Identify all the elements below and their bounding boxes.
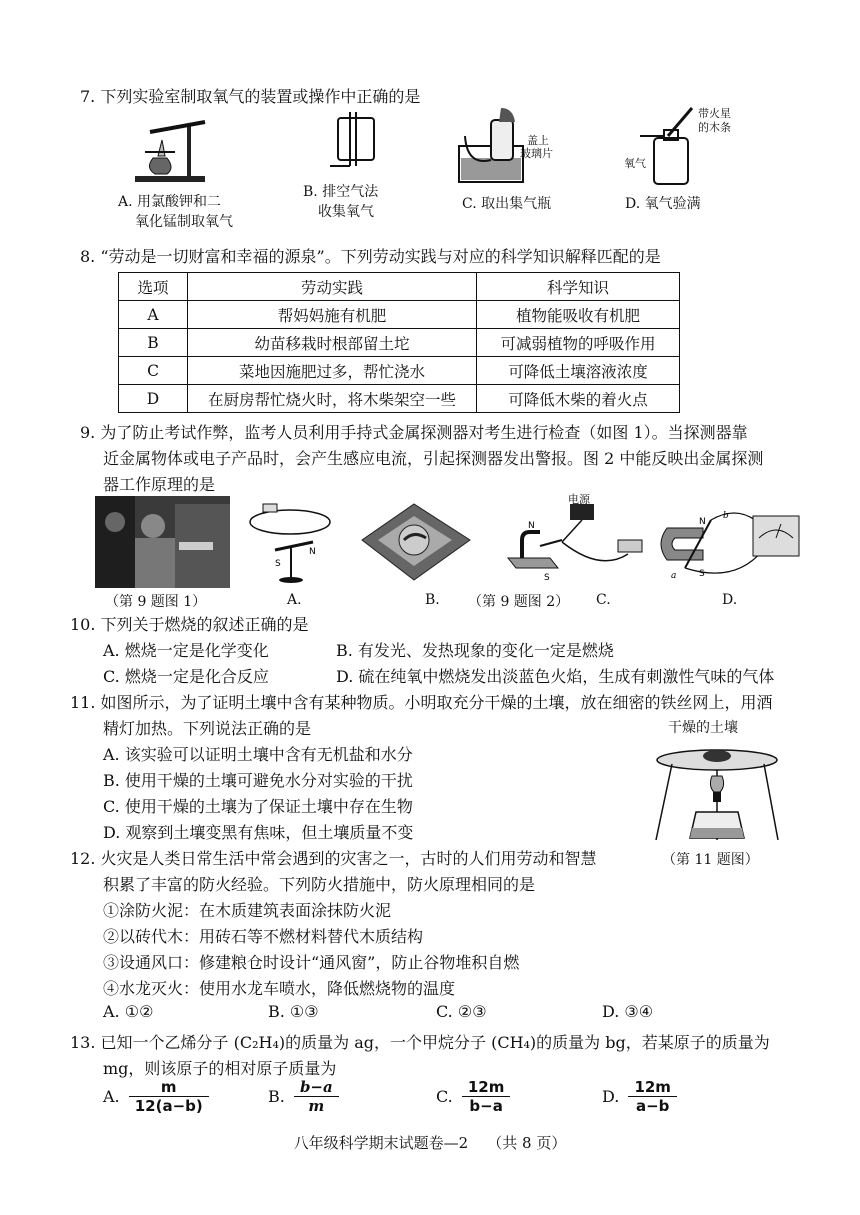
q13-option-c	[436, 1078, 510, 1115]
q12-stem-2: 积累了丰富的防火经验。下列防火措施中，防火原理相同的是	[103, 875, 536, 894]
q9-fig-d	[655, 498, 805, 588]
fraction	[462, 1078, 511, 1115]
q9-fig-c	[500, 496, 650, 586]
table-cell: D	[119, 385, 188, 413]
q12-b: B. ①③	[268, 1002, 319, 1021]
q11-fig-caption: （第 11 题图）	[662, 852, 759, 868]
q13-stem-1: 13. 已知一个乙烯分子 (C₂H₄)的质量为 ag，一个甲烷分子 (CH₄)的质量为 bg，若某原子的质量为	[70, 1033, 770, 1052]
option-label: A.	[103, 1087, 120, 1106]
q10-c: C. 燃烧一定是化合反应	[103, 667, 269, 686]
q9-fig-a	[245, 498, 335, 588]
svg-text:S: S	[699, 569, 705, 579]
q12-item-2: ②以砖代木：用砖石等不燃材料替代木质结构	[103, 927, 424, 946]
denominator: m	[308, 1097, 325, 1115]
q10-stem: 10. 下列关于燃烧的叙述正确的是	[70, 615, 309, 634]
q13-option-a	[103, 1078, 209, 1115]
q12-a: A. ①②	[103, 1002, 154, 1021]
q7-fig-b-caption-2: 收集氧气	[318, 204, 374, 220]
column-header: 劳动实践	[188, 273, 477, 301]
q11-d: D. 观察到土壤变黑有焦味，但土壤质量不变	[103, 823, 414, 842]
q11-stem-2: 精灯加热。下列说法正确的是	[103, 719, 312, 738]
table-row	[119, 385, 680, 413]
svg-text:S: S	[275, 559, 281, 569]
option-label: C.	[436, 1087, 453, 1106]
table-cell: 可减弱植物的呼吸作用	[477, 329, 680, 357]
table-cell: 帮妈妈施有机肥	[188, 301, 477, 329]
q12-stem-1: 12. 火灾是人类日常生活中常会遇到的灾害之一，古时的人们用劳动和智慧	[70, 849, 597, 868]
svg-text:N: N	[528, 521, 535, 531]
q9-opt-b: B.	[425, 592, 440, 608]
q12-item-4: ④水龙灭火：使用水龙车喷水，降低燃烧物的温度	[103, 979, 456, 998]
q11-stem-1: 11. 如图所示，为了证明土壤中含有某种物质。小明取充分干燥的土壤，放在细密的铁丝网上，用酒	[70, 693, 773, 712]
numerator: b−a	[294, 1078, 339, 1097]
q9-stem-2: 近金属物体或电子产品时，会产生感应电流，引起探测器发出警报。图 2 中能反映出金属探测	[103, 449, 764, 468]
denominator: 12(a−b)	[134, 1097, 203, 1115]
q12-item-1: ①涂防火泥：在木质建筑表面涂抹防火泥	[103, 901, 392, 920]
q9-opt-a: A.	[287, 592, 302, 608]
q12-c: C. ②③	[436, 1002, 487, 1021]
q9-fig1-photo	[95, 496, 230, 588]
table-row	[119, 329, 680, 357]
fraction	[294, 1078, 339, 1115]
q7-fig-a-caption-2: 氧化锰制取氧气	[135, 214, 233, 230]
table-cell: 幼苗移栽时根部留土坨	[188, 329, 477, 357]
svg-text:N: N	[309, 547, 316, 557]
q11-fig	[652, 742, 782, 842]
table-cell: 在厨房帮忙烧火时，将木柴架空一些	[188, 385, 477, 413]
q7-fig-c-caption: C. 取出集气瓶	[462, 196, 552, 212]
denominator: a−b	[635, 1097, 670, 1115]
q7-fig-d	[640, 106, 700, 190]
q7-fig-c	[455, 106, 535, 186]
q7-fig-d-label-3: 氧气	[624, 157, 646, 170]
numerator: 12m	[462, 1078, 511, 1097]
q9-label-power: 电源	[568, 493, 590, 506]
q10-d: D. 硫在纯氧中燃烧发出淡蓝色火焰，生成有刺激性气味的气体	[336, 667, 775, 686]
q10-a: A. 燃烧一定是化学变化	[103, 641, 269, 660]
q9-stem-3: 器工作原理的是	[103, 475, 216, 494]
denominator: b−a	[469, 1097, 503, 1115]
svg-text:N: N	[699, 517, 706, 527]
q9-fig2-caption: （第 9 题图 2）	[468, 594, 570, 610]
q10-b: B. 有发光、发热现象的变化一定是燃烧	[336, 641, 614, 660]
page-footer: 八年级科学期末试题卷—2 （共 8 页）	[293, 1134, 567, 1152]
table-cell: C	[119, 357, 188, 385]
q9-opt-c: C.	[596, 592, 611, 608]
q9-fig1-caption: （第 9 题图 1）	[105, 594, 207, 610]
column-header: 科学知识	[477, 273, 680, 301]
fraction	[129, 1078, 209, 1115]
column-header: 选项	[119, 273, 188, 301]
q9-fig-b	[352, 500, 477, 585]
q8-stem: 8. “劳动是一切财富和幸福的源泉”。下列劳动实践与对应的科学知识解释匹配的是	[80, 247, 661, 266]
q11-c: C. 使用干燥的土壤为了保证土壤中存在生物	[103, 797, 413, 816]
q7-fig-b-caption-1: B. 排空气法	[303, 184, 379, 200]
q13-option-d	[602, 1078, 677, 1115]
table-header-row	[119, 273, 680, 301]
q7-fig-d-label-1: 带火星	[698, 107, 731, 120]
q7-fig-a-caption-1: A. 用氯酸钾和二	[118, 194, 222, 210]
q11-fig-label: 干燥的土壤	[668, 720, 738, 736]
q7-fig-c-label-1: 盖上	[527, 134, 549, 147]
q7-fig-a	[125, 110, 225, 190]
svg-text:S: S	[544, 573, 550, 583]
q9-stem-1: 9. 为了防止考试作弊，监考人员利用手持式金属探测器对考生进行检查（如图 1）。当探测器靠	[80, 423, 748, 442]
option-label: D.	[602, 1087, 620, 1106]
q8-table	[118, 272, 680, 413]
q11-a: A. 该实验可以证明土壤中含有无机盐和水分	[103, 745, 413, 764]
svg-text:a: a	[671, 571, 677, 581]
q7-fig-b	[330, 112, 380, 172]
numerator: 12m	[628, 1078, 677, 1097]
q7-fig-d-label-2: 的木条	[698, 121, 731, 134]
numerator: m	[129, 1078, 209, 1097]
table-cell: 植物能吸收有机肥	[477, 301, 680, 329]
svg-text:b: b	[723, 511, 729, 521]
table-row	[119, 357, 680, 385]
q13-option-b	[268, 1078, 339, 1115]
q13-stem-2: mg，则该原子的相对原子质量为	[103, 1059, 337, 1078]
q7-fig-c-label-2: 玻璃片	[520, 147, 553, 160]
table-cell: 可降低木柴的着火点	[477, 385, 680, 413]
table-cell: B	[119, 329, 188, 357]
fraction	[628, 1078, 677, 1115]
table-row	[119, 301, 680, 329]
q7-stem: 7. 下列实验室制取氧气的装置或操作中正确的是	[80, 87, 421, 106]
q9-opt-d: D.	[722, 592, 738, 608]
q12-d: D. ③④	[602, 1002, 654, 1021]
option-label: B.	[268, 1087, 285, 1106]
table-cell: A	[119, 301, 188, 329]
q12-item-3: ③设通风口：修建粮仓时设计“通风窗”，防止谷物堆积自燃	[103, 953, 520, 972]
q7-fig-d-caption: D. 氧气验满	[625, 196, 701, 212]
table-cell: 菜地因施肥过多，帮忙浇水	[188, 357, 477, 385]
q11-b: B. 使用干燥的土壤可避免水分对实验的干扰	[103, 771, 413, 790]
table-cell: 可降低土壤溶液浓度	[477, 357, 680, 385]
